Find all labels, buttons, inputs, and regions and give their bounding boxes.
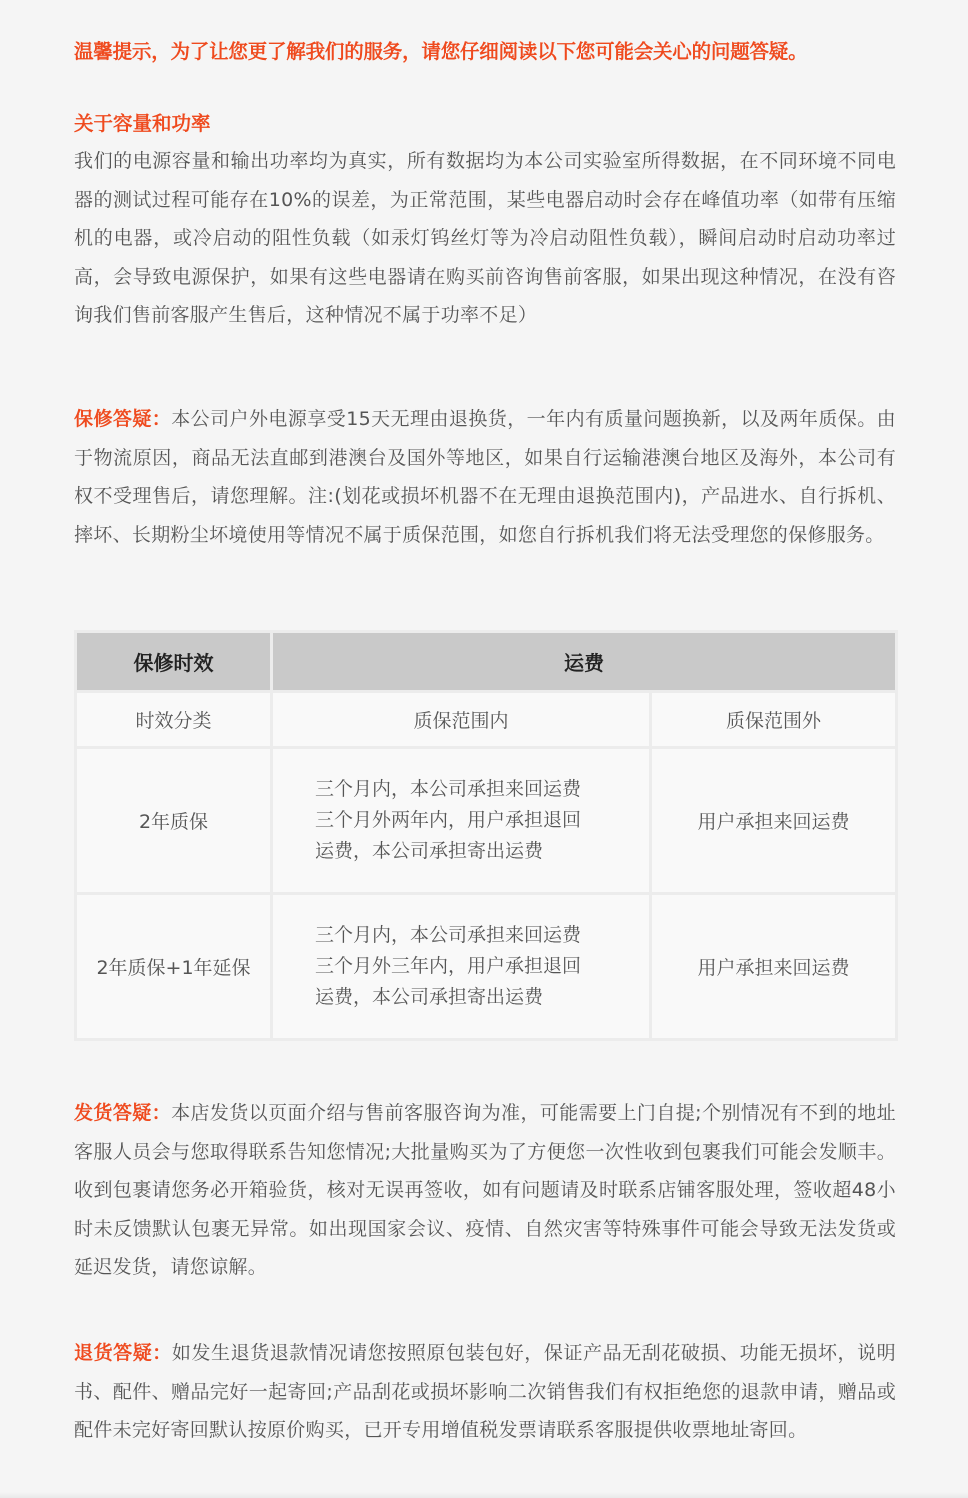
row-in-warranty-line: 三个月内，本公司承担来回运费 <box>315 924 582 946</box>
subheader-out-warranty: 质保范围外 <box>651 692 897 748</box>
row-in-warranty-line: 三个月内，本公司承担来回运费 <box>315 778 582 800</box>
table-subheader-row <box>76 692 897 748</box>
bottom-fade <box>0 1492 968 1498</box>
shipping-paragraph <box>74 1094 896 1287</box>
warranty-body: 本公司户外电源享受15天无理由退换货，一年内有质量问题换新，以及两年质保。由于物流原因，商品无法直邮到港澳台及国外等地区，如果自行运输港澳台地区及海外，本公司有权不受理售后，请您理解。注:(划花或损坏机器不在无理由退换范围内)，产品进水、自行拆机、摔坏、长期粉尘坏境使用等情况不属于质保范围，如您自行拆机我们将无法受理您的保修服务。 <box>74 408 896 546</box>
row-out-warranty: 用户承担来回运费 <box>651 894 897 1040</box>
row-type: 2年质保 <box>76 748 272 894</box>
subheader-in-warranty: 质保范围内 <box>272 692 651 748</box>
row-in-warranty-line: 运费，本公司承担寄出运费 <box>315 840 544 862</box>
capacity-paragraph: 我们的电源容量和输出功率均为真实，所有数据均为本公司实验室所得数据，在不同环境不同电器的测试过程可能存在10%的误差，为正常范围，某些电器启动时会存在峰值功率（如带有压缩机的电器，或冷启动的阻性负载（如汞灯钨丝灯等为冷启动阻性负载），瞬间启动时启动功率过高，会导致电源保护，如果有这些电器请在购买前咨询售前客服，如果出现这种情况，在没有咨询我们售前客服产生售后，这种情况不属于功率不足） <box>74 150 896 327</box>
shipping-body: 本店发货以页面介绍与售前客服咨询为准，可能需要上门自提;个别情况有不到的地址客服人员会与您取得联系告知您情况;大批量购买为了方便您一次性收到包裹我们可能会发顺丰。收到包裹请您务必开箱验货，核对无误再签收，如有问题请及时联系店铺客服处理，签收超48小时未反馈默认包裹无异常。如出现国家会议、疫情、自然灾害等特殊事件可能会导致无法发货或延迟发货，请您谅解。 <box>74 1102 896 1279</box>
notice-banner: 温馨提示，为了让您更了解我们的服务，请您仔细阅读以下您可能会关心的问题答疑。 <box>74 40 808 63</box>
row-in-warranty <box>272 894 651 1040</box>
table-row <box>76 748 897 894</box>
row-out-warranty: 用户承担来回运费 <box>651 748 897 894</box>
warranty-shipping-table <box>74 630 898 1041</box>
table-row <box>76 894 897 1040</box>
returns-body: 如发生退货退款情况请您按照原包装包好，保证产品无刮花破损、功能无损坏，说明书、配件、赠品完好一起寄回;产品刮花或损坏影响二次销售我们有权拒绝您的退款申请，赠品或配件未完好寄回默认按原价购买，已开专用增值税发票请联系客服提供收票地址寄回。 <box>74 1342 896 1442</box>
row-in-warranty-line: 三个月外两年内，用户承担退回 <box>315 809 582 831</box>
subheader-category: 时效分类 <box>76 692 272 748</box>
warranty-paragraph <box>74 400 896 554</box>
shipping-lead: 发货答疑： <box>74 1102 172 1124</box>
table-header-row <box>76 632 897 692</box>
header-shipping-fee: 运费 <box>272 632 897 692</box>
row-in-warranty-line: 三个月外三年内，用户承担退回 <box>315 955 582 977</box>
capacity-section-title: 关于容量和功率 <box>74 112 211 135</box>
warranty-lead: 保修答疑： <box>74 408 172 430</box>
returns-lead: 退货答疑： <box>74 1342 172 1364</box>
header-warranty-period: 保修时效 <box>76 632 272 692</box>
row-type: 2年质保+1年延保 <box>76 894 272 1040</box>
returns-paragraph <box>74 1334 896 1450</box>
row-in-warranty <box>272 748 651 894</box>
row-in-warranty-line: 运费，本公司承担寄出运费 <box>315 986 544 1008</box>
